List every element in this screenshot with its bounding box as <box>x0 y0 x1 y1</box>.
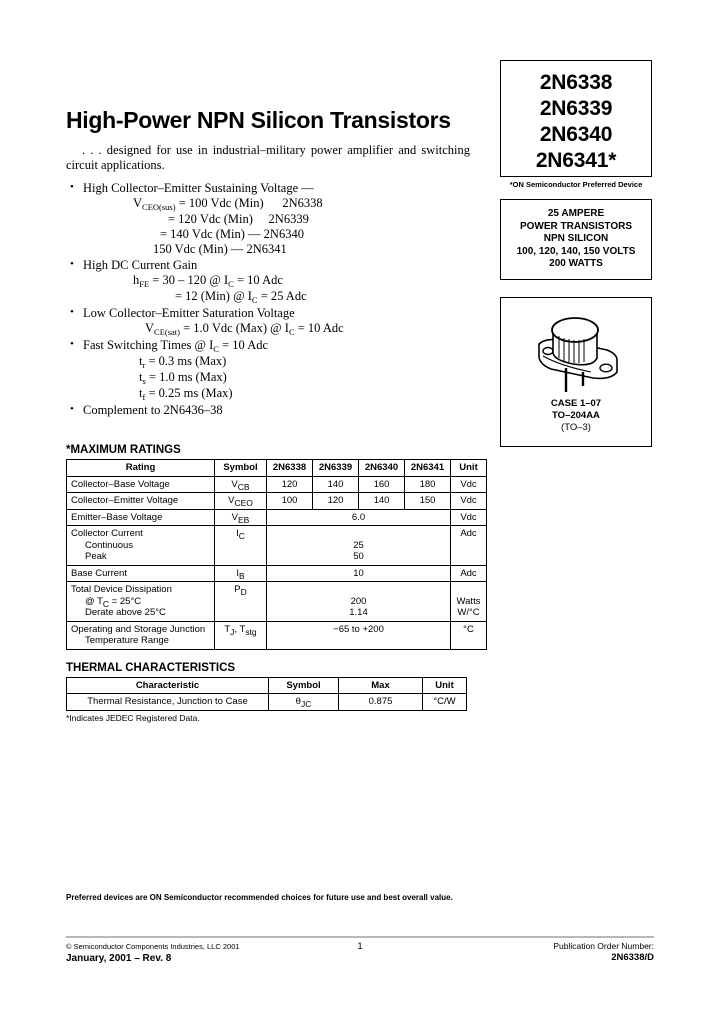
column-header-2n6339: 2N6339 <box>313 460 359 477</box>
feature-item-complement <box>66 403 470 418</box>
device-spec-material: NPN SILICON <box>543 233 609 244</box>
cell-rating: Collector–Base Voltage <box>67 476 215 493</box>
cell-rating: Base Current <box>67 565 215 582</box>
cell-symbol: $P_D$ <box>215 582 267 622</box>
cell-unit: °C <box>451 621 487 649</box>
column-header-characteristic: Characteristic <box>67 677 269 694</box>
symbol-value: = 1.0 ms (Max) <box>145 370 227 384</box>
package-alt-label: (TO–3) <box>561 421 591 433</box>
cell-value-dissipation: 200 <box>350 595 367 607</box>
feature-heading-text: = 10 Adc <box>218 338 269 352</box>
feature-heading: Low Collector–Emitter Saturation Voltage <box>83 306 295 320</box>
column-header-2n6340: 2N6340 <box>359 460 405 477</box>
symbol-base: t <box>139 370 143 384</box>
cell-rating: Emitter–Base Voltage <box>67 509 215 526</box>
symbol-base: V <box>133 196 143 210</box>
symbol-subscript: C <box>102 598 110 609</box>
device-spec-voltage: 100, 120, 140, 150 VOLTS <box>516 245 636 257</box>
feature-detail-line <box>83 354 470 370</box>
bullet-icon: • <box>70 306 74 318</box>
feature-detail-line <box>83 196 470 212</box>
bullet-icon: • <box>70 403 74 415</box>
cell-unit: Vdc <box>451 509 487 526</box>
cell-rating <box>67 526 215 566</box>
table-row <box>67 694 467 711</box>
cell-symbol: $I_C$ <box>215 526 267 566</box>
symbol-mid: = 30 – 120 @ I <box>149 273 229 287</box>
intro-paragraph: . . . designed for use in industrial–military power amplifier and switching circuit applications. <box>66 143 470 172</box>
bullet-icon: • <box>70 258 74 270</box>
footer-copyright: © Semiconductor Components Industries, LLC 2001 <box>66 942 240 951</box>
cell-value-continuous: 25 <box>353 539 364 551</box>
cell-rating-sub2: Peak <box>85 551 107 562</box>
footer-date-revision: January, 2001 – Rev. 8 <box>66 953 172 964</box>
cell-symbol: $V_{EB}$ <box>215 509 267 526</box>
cell-unit <box>451 582 487 622</box>
cell-rating-sub1-a: @ T <box>85 595 103 607</box>
symbol-subscript: B <box>238 570 245 581</box>
device-spec-ampere: 25 AMPERE <box>547 208 605 219</box>
device-spec-box <box>500 199 652 280</box>
bullet-icon: • <box>70 338 74 350</box>
feature-detail-line <box>83 321 470 337</box>
symbol-subscript: CEO <box>234 498 253 508</box>
cell-symbol: $V_{CB}$ <box>215 476 267 493</box>
symbol-subscript: CB <box>237 481 250 492</box>
feature-item-current-gain <box>66 258 470 305</box>
symbol-value: = 10 Adc <box>233 273 283 287</box>
symbol-value: = 25 Adc <box>257 289 307 303</box>
table-row <box>67 526 487 566</box>
device-info-column <box>500 60 652 447</box>
cell-rating-sub1-b: = 25°C <box>109 595 142 607</box>
table-row <box>67 621 487 649</box>
footer-divider <box>66 936 654 938</box>
part-number-2n6338: 2N6338 <box>539 71 613 94</box>
thermal-characteristics-heading: THERMAL CHARACTERISTICS <box>66 661 236 674</box>
symbol-value: = 100 Vdc (Min) 2N6338 <box>175 196 323 210</box>
table-row <box>67 493 487 510</box>
symbol-value: = 0.25 ms (Max) <box>145 386 233 400</box>
cell-symbol: $V_{CEO}$ <box>215 493 267 510</box>
cell-value-all: −65 to +200 <box>267 621 451 649</box>
column-header-unit: Unit <box>451 460 487 477</box>
cell-rating-sub1: Continuous <box>85 539 134 551</box>
feature-item-saturation-voltage <box>66 306 470 337</box>
table-header-row <box>67 460 487 477</box>
footer-publication-label: Publication Order Number: <box>553 941 654 951</box>
feature-detail-line: 150 Vdc (Min) — 2N6341 <box>153 242 287 256</box>
symbol-subscript: C <box>238 531 245 541</box>
cell-symbol: $\theta_{JC}$ <box>269 694 339 711</box>
device-spec-power: 200 WATTS <box>549 258 603 269</box>
package-labels <box>501 398 651 434</box>
device-spec-type: POWER TRANSISTORS <box>519 220 633 232</box>
feature-heading-text: Fast Switching Times @ I <box>83 338 214 352</box>
symbol-subscript: s <box>142 376 146 386</box>
package-case-label: CASE 1–07 <box>550 397 602 409</box>
symbol-subscript: r <box>142 360 146 370</box>
column-header-2n6338: 2N6338 <box>267 460 313 477</box>
feature-item-switching-times <box>66 338 470 402</box>
cell-rating: Collector–Emitter Voltage <box>67 493 215 510</box>
symbol-subscript: J <box>230 626 235 637</box>
symbol-subscript: f <box>142 392 146 402</box>
footer-right-block <box>553 941 654 964</box>
column-header-max: Max <box>339 677 423 694</box>
cell-unit: Vdc <box>451 493 487 510</box>
cell-unit: °C/W <box>423 694 467 711</box>
part-number-box <box>500 60 652 177</box>
symbol-base: h <box>133 273 140 287</box>
maximum-ratings-heading: *MAXIMUM RATINGS <box>66 444 181 456</box>
feature-list <box>66 181 470 418</box>
bullet-icon: • <box>70 181 74 193</box>
cell-value-all <box>267 582 451 622</box>
table-row <box>67 582 487 622</box>
symbol-subscript: stg <box>245 626 257 637</box>
thermal-characteristics-table <box>66 677 467 711</box>
cell-rating-main: Collector Current <box>71 528 143 539</box>
maximum-ratings-table <box>66 459 487 650</box>
footer-publication-number: 2N6338/D <box>611 952 654 963</box>
feature-detail-line <box>83 370 470 386</box>
table-header-row <box>67 677 467 694</box>
feature-heading: High DC Current Gain <box>83 258 198 272</box>
feature-detail-line <box>83 289 470 305</box>
cell-value-derate: 1.14 <box>349 607 368 618</box>
cell-characteristic: Thermal Resistance, Junction to Case <box>67 694 269 711</box>
part-number-2n6340: 2N6340 <box>539 123 613 146</box>
footer-page-number: 1 <box>357 941 363 952</box>
symbol-mid: = 1.0 Vdc (Max) @ I <box>180 321 289 335</box>
package-box <box>500 297 652 447</box>
symbol-subscript: CEO(sus) <box>142 202 176 212</box>
cell-value-2n6341: 150 <box>405 493 451 510</box>
symbol-value: = 0.3 ms (Max) <box>145 354 227 368</box>
jedec-footnote: *Indicates JEDEC Registered Data. <box>66 712 200 723</box>
cell-max: 0.875 <box>339 694 423 711</box>
cell-value-all: 10 <box>267 565 451 582</box>
feature-item-sustaining-voltage <box>66 181 470 257</box>
feature-heading: Complement to 2N6436–38 <box>83 403 223 417</box>
symbol-value: = 10 Adc <box>294 321 344 335</box>
cell-value-all: 6.0 <box>267 509 451 526</box>
symbol-base: V <box>145 321 155 335</box>
cell-rating-sub1 <box>71 596 141 608</box>
cell-rating-main: Operating and Storage Junction <box>71 623 206 635</box>
feature-detail-line <box>83 386 470 402</box>
symbol-subscript: C <box>251 295 258 305</box>
cell-rating-sub2: Derate above 25°C <box>85 607 166 618</box>
symbol-subscript: C <box>213 344 219 354</box>
table-row <box>67 565 487 582</box>
cell-value-peak: 50 <box>353 551 364 562</box>
cell-unit: Adc <box>451 565 487 582</box>
cell-value-2n6340: 140 <box>359 493 405 510</box>
cell-rating-sub1: Temperature Range <box>85 635 169 646</box>
package-outline-label: TO–204AA <box>552 409 600 421</box>
cell-rating <box>67 621 215 649</box>
cell-symbol: $T_J$, $T_{stg}$ <box>215 621 267 649</box>
to3-package-icon <box>521 306 631 401</box>
thermal-characteristics-section <box>66 662 470 723</box>
symbol-subscript: C <box>228 279 234 289</box>
cell-symbol: $I_B$ <box>215 565 267 582</box>
symbol-subscript: C <box>288 327 295 337</box>
feature-detail-line: = 140 Vdc (Min) — 2N6340 <box>160 227 304 241</box>
page-title: High-Power NPN Silicon Transistors <box>66 107 451 133</box>
feature-heading <box>83 338 470 354</box>
cell-value-2n6341: 180 <box>405 476 451 493</box>
cell-value-all <box>267 526 451 566</box>
column-header-rating: Rating <box>67 460 215 477</box>
feature-heading: High Collector–Emitter Sustaining Voltage — <box>83 181 314 195</box>
table-row <box>67 509 487 526</box>
column-header-symbol: Symbol <box>269 677 339 694</box>
part-number-2n6339: 2N6339 <box>539 97 613 120</box>
cell-unit: Adc <box>451 526 487 566</box>
cell-unit: Vdc <box>451 476 487 493</box>
cell-rating-main: Total Device Dissipation <box>71 584 172 595</box>
table-row <box>67 476 487 493</box>
symbol-base: t <box>139 354 143 368</box>
cell-unit-derate: W/°C <box>457 607 480 618</box>
symbol-subscript: EB <box>238 514 250 525</box>
feature-detail-line: = 120 Vdc (Min) 2N6339 <box>168 212 309 226</box>
cell-value-2n6338: 100 <box>267 493 313 510</box>
part-number-2n6341: 2N6341* <box>535 149 617 172</box>
column-header-symbol: Symbol <box>215 460 267 477</box>
cell-value-2n6339: 120 <box>313 493 359 510</box>
column-header-2n6341: 2N6341 <box>405 460 451 477</box>
cell-value-2n6339: 140 <box>313 476 359 493</box>
preferred-device-note: *ON Semiconductor Preferred Device <box>509 180 643 189</box>
cell-rating <box>67 582 215 622</box>
preferred-devices-footnote: Preferred devices are ON Semiconductor recommended choices for future use and best overall value. <box>66 893 453 902</box>
symbol-subscript: FE <box>139 279 150 289</box>
cell-value-2n6340: 160 <box>359 476 405 493</box>
feature-detail-line <box>83 273 470 289</box>
symbol-mid: = 12 (Min) @ I <box>175 289 252 303</box>
column-header-unit: Unit <box>423 677 467 694</box>
maximum-ratings-section <box>66 444 481 650</box>
symbol-subscript: JC <box>300 699 312 709</box>
main-content-column <box>66 107 481 723</box>
cell-value-2n6338: 120 <box>267 476 313 493</box>
symbol-subscript: CE(sat) <box>154 327 180 337</box>
symbol-subscript: D <box>240 587 247 597</box>
cell-unit-watts: Watts <box>456 595 481 607</box>
symbol-base: t <box>139 386 143 400</box>
